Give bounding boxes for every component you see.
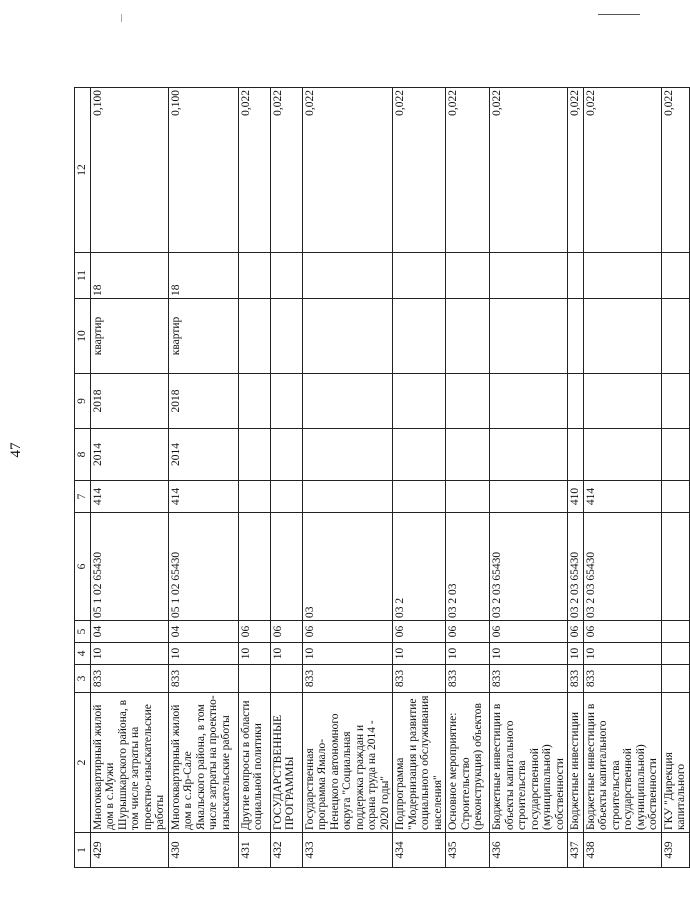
cell-c5: 06 (238, 621, 270, 643)
table-row (90, 88, 168, 868)
cell-c1: 434 (393, 833, 446, 868)
cell-c9 (568, 374, 584, 429)
cell-c6: 03 2 (393, 513, 446, 621)
cell-c4: 10 (90, 643, 168, 665)
cell-c8 (568, 429, 584, 481)
cell-c12: 0,022 (270, 88, 302, 253)
cell-c3: 833 (490, 665, 568, 693)
cell-c2: Бюджетные инвестиции (568, 693, 584, 833)
cell-c5: 06 (490, 621, 568, 643)
cell-c5: 04 (168, 621, 238, 643)
cell-c6 (270, 513, 302, 621)
cell-c5: 06 (270, 621, 302, 643)
cell-c9 (238, 374, 270, 429)
header-col-5: 5 (75, 621, 91, 643)
cell-c4: 10 (238, 643, 270, 665)
cell-c4: 10 (270, 643, 302, 665)
cell-c6: 05 1 02 65430 (90, 513, 168, 621)
cell-c12: 0,022 (302, 88, 393, 253)
cell-c4 (661, 643, 689, 665)
cell-c3: 833 (446, 665, 490, 693)
header-col-9: 9 (75, 374, 91, 429)
cell-c1: 435 (446, 833, 490, 868)
cell-c12: 0,022 (583, 88, 661, 253)
cell-c1: 437 (568, 833, 584, 868)
cell-c11: 18 (168, 253, 238, 299)
table-row (168, 88, 238, 868)
header-col-11: 11 (75, 253, 91, 299)
cell-c11 (661, 253, 689, 299)
cell-c4: 10 (583, 643, 661, 665)
cell-c10: квартир (90, 299, 168, 374)
cell-c1: 429 (90, 833, 168, 868)
header-col-4: 4 (75, 643, 91, 665)
rotated-table-container (74, 88, 687, 868)
cell-c7: 410 (568, 481, 584, 513)
cell-c6: 03 2 03 65430 (568, 513, 584, 621)
cell-c3: 833 (90, 665, 168, 693)
cell-c6: 05 1 02 65430 (168, 513, 238, 621)
cell-c2: Многоквартирный жилой дом в с.Яр-Сале Ямальского района, в том числе затраты на проектно-изыскательские работы (168, 693, 238, 833)
cell-c5 (661, 621, 689, 643)
cell-c7: 414 (90, 481, 168, 513)
cell-c8 (393, 429, 446, 481)
cell-c7 (490, 481, 568, 513)
cell-c8 (238, 429, 270, 481)
cell-c1: 432 (270, 833, 302, 868)
cell-c6: 03 2 03 65430 (490, 513, 568, 621)
cell-c10 (583, 299, 661, 374)
cell-c4: 10 (446, 643, 490, 665)
cell-c10 (446, 299, 490, 374)
header-col-1: 1 (75, 833, 91, 868)
cell-c2: Государственная программа Ямало-Ненецкого автономного округа "Социальная поддержка граждан и охрана труда на 2014 - 2020 годы" (302, 693, 393, 833)
cell-c3 (270, 665, 302, 693)
cell-c12: 0,022 (393, 88, 446, 253)
cell-c5: 06 (568, 621, 584, 643)
cell-c8 (661, 429, 689, 481)
cell-c5: 06 (393, 621, 446, 643)
cell-c1: 430 (168, 833, 238, 868)
cell-c3: 833 (168, 665, 238, 693)
cell-c12: 0,022 (568, 88, 584, 253)
cell-c3: 833 (302, 665, 393, 693)
cell-c2: Подпрограмма "Модернизация и развитие социального обслуживания населения" (393, 693, 446, 833)
header-col-12: 12 (75, 88, 91, 253)
cell-c2: Другие вопросы в области социальной политики (238, 693, 270, 833)
cell-c8 (302, 429, 393, 481)
cell-c10 (302, 299, 393, 374)
cell-c7 (302, 481, 393, 513)
cell-c7: 414 (168, 481, 238, 513)
cell-c5: 06 (583, 621, 661, 643)
cell-c7 (661, 481, 689, 513)
cell-c8: 2014 (90, 429, 168, 481)
cell-c7 (238, 481, 270, 513)
cell-c10 (270, 299, 302, 374)
cell-c11 (238, 253, 270, 299)
cell-c11 (583, 253, 661, 299)
cell-c5: 04 (90, 621, 168, 643)
cell-c10 (661, 299, 689, 374)
cell-c7 (393, 481, 446, 513)
cell-c9 (446, 374, 490, 429)
cell-c10 (393, 299, 446, 374)
cell-c1: 439 (661, 833, 689, 868)
cell-c2: Многоквартирный жилой дом в с.Мужи Шурышкарского района, в том числе затраты на проектно-изыскательские работы (90, 693, 168, 833)
cell-c10 (568, 299, 584, 374)
cell-c9 (661, 374, 689, 429)
cell-c6 (238, 513, 270, 621)
page-number: 47 (8, 442, 24, 458)
cell-c3 (238, 665, 270, 693)
table-row (583, 88, 661, 868)
cell-c8 (446, 429, 490, 481)
cell-c8 (270, 429, 302, 481)
scan-edge-mark (121, 14, 122, 22)
cell-c9 (583, 374, 661, 429)
cell-c9: 2018 (90, 374, 168, 429)
cell-c2: ГОСУДАРСТВЕННЫЕ ПРОГРАММЫ (270, 693, 302, 833)
cell-c2: Основное мероприятие: Строительство (реконструкция) объектов (446, 693, 490, 833)
cell-c6: 03 (302, 513, 393, 621)
cell-c10: квартир (168, 299, 238, 374)
cell-c4: 10 (302, 643, 393, 665)
header-row (75, 88, 91, 868)
cell-c11 (393, 253, 446, 299)
header-col-8: 8 (75, 429, 91, 481)
cell-c3: 833 (393, 665, 446, 693)
table-row (568, 88, 584, 868)
cell-c7 (446, 481, 490, 513)
table-row (238, 88, 270, 868)
header-col-10: 10 (75, 299, 91, 374)
header-col-7: 7 (75, 481, 91, 513)
cell-c9: 2018 (168, 374, 238, 429)
cell-c6: 03 2 03 65430 (583, 513, 661, 621)
header-col-6: 6 (75, 513, 91, 621)
cell-c12: 0,100 (90, 88, 168, 253)
cell-c7: 414 (583, 481, 661, 513)
cell-c4: 10 (568, 643, 584, 665)
cell-c9 (302, 374, 393, 429)
cell-c1: 433 (302, 833, 393, 868)
budget-table (74, 87, 690, 868)
cell-c8 (583, 429, 661, 481)
cell-c11 (490, 253, 568, 299)
cell-c3 (661, 665, 689, 693)
cell-c3: 833 (568, 665, 584, 693)
cell-c10 (490, 299, 568, 374)
cell-c1: 438 (583, 833, 661, 868)
cell-c12: 0,022 (238, 88, 270, 253)
cell-c11 (446, 253, 490, 299)
table-row (302, 88, 393, 868)
cell-c6 (661, 513, 689, 621)
cell-c3: 833 (583, 665, 661, 693)
cell-c6: 03 2 03 (446, 513, 490, 621)
cell-c11 (302, 253, 393, 299)
cell-c1: 431 (238, 833, 270, 868)
table-row (446, 88, 490, 868)
cell-c7 (270, 481, 302, 513)
cell-c4: 10 (393, 643, 446, 665)
cell-c4: 10 (490, 643, 568, 665)
cell-c9 (490, 374, 568, 429)
cell-c11 (270, 253, 302, 299)
cell-c4: 10 (168, 643, 238, 665)
cell-c9 (393, 374, 446, 429)
cell-c10 (238, 299, 270, 374)
cell-c12: 0,022 (490, 88, 568, 253)
cell-c2: Бюджетные инвестиции в объекты капитального строительства государственной (муниципальной) собственности (583, 693, 661, 833)
table-row (270, 88, 302, 868)
cell-c12: 0,022 (661, 88, 689, 253)
cell-c8: 2014 (168, 429, 238, 481)
cell-c8 (490, 429, 568, 481)
cell-c2: Бюджетные инвестиции в объекты капитального строительства государственной (муниципальной) собственности (490, 693, 568, 833)
table-row (393, 88, 446, 868)
scan-edge-line (598, 14, 640, 15)
cell-c5: 06 (302, 621, 393, 643)
cell-c2: ГКУ "Дирекция капитального (661, 693, 689, 833)
cell-c1: 436 (490, 833, 568, 868)
header-col-3: 3 (75, 665, 91, 693)
cell-c11: 18 (90, 253, 168, 299)
table-row (490, 88, 568, 868)
cell-c9 (270, 374, 302, 429)
cell-c5: 06 (446, 621, 490, 643)
header-col-2: 2 (75, 693, 91, 833)
table-row (661, 88, 689, 868)
cell-c12: 0,022 (446, 88, 490, 253)
cell-c12: 0,100 (168, 88, 238, 253)
cell-c11 (568, 253, 584, 299)
